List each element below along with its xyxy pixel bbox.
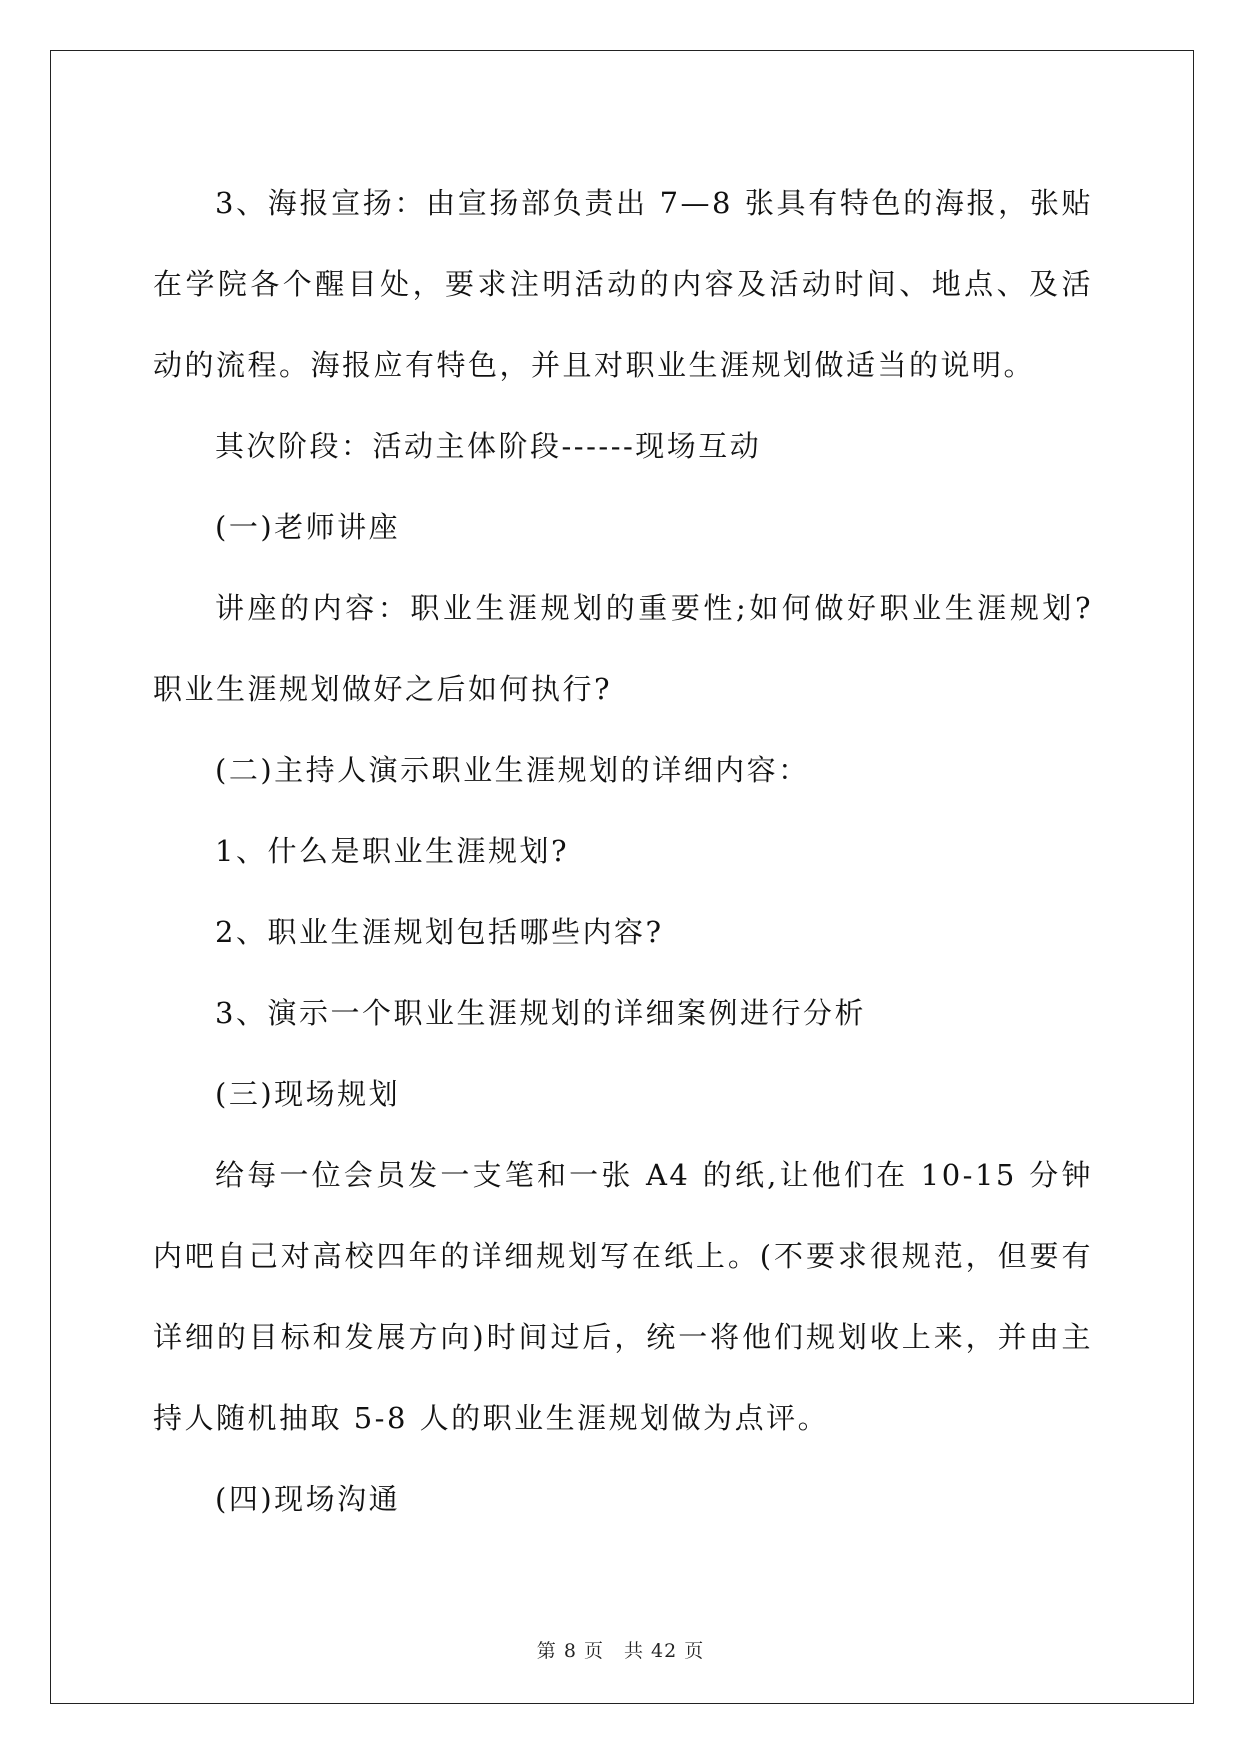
paragraph-onsite-planning: 给每一位会员发一支笔和一张 A4 的纸,让他们在 10-15 分钟内吧自己对高校四年的详细规划写在纸上。(不要求很规范，但要有详细的目标和发展方向)时间过后，统一将他们规划收上来，并由主持人随机抽取 5-8 人的职业生涯规划做为点评。 (153, 1158, 1093, 1435)
document-body (153, 163, 1093, 1540)
page-number: 第 8 页 (536, 1640, 604, 1662)
list-item-demo-3: 3、演示一个职业生涯规划的详细案例进行分析 (215, 996, 866, 1030)
heading-teacher-lecture: (一)老师讲座 (215, 510, 401, 544)
heading-onsite-communication: (四)现场沟通 (215, 1482, 401, 1516)
heading-host-demo: (二)主持人演示职业生涯规划的详细内容： (215, 753, 810, 787)
heading-onsite-planning: (三)现场规划 (215, 1077, 401, 1111)
paragraph-lecture-content: 讲座的内容：职业生涯规划的重要性;如何做好职业生涯规划?职业生涯规划做好之后如何执行? (153, 591, 1093, 706)
list-item-demo-1: 1、什么是职业生涯规划? (215, 834, 569, 868)
paragraph-poster-promotion: 3、海报宣扬：由宣扬部负责出 7—8 张具有特色的海报，张贴在学院各个醒目处，要求注明活动的内容及活动时间、地点、及活动的流程。海报应有特色，并且对职业生涯规划做适当的说明。 (153, 186, 1093, 382)
paragraph-second-stage: 其次阶段：活动主体阶段------现场互动 (215, 429, 762, 463)
page-total: 共 42 页 (623, 1640, 705, 1662)
page-footer (0, 1636, 1241, 1663)
list-item-demo-2: 2、职业生涯规划包括哪些内容? (215, 915, 664, 949)
